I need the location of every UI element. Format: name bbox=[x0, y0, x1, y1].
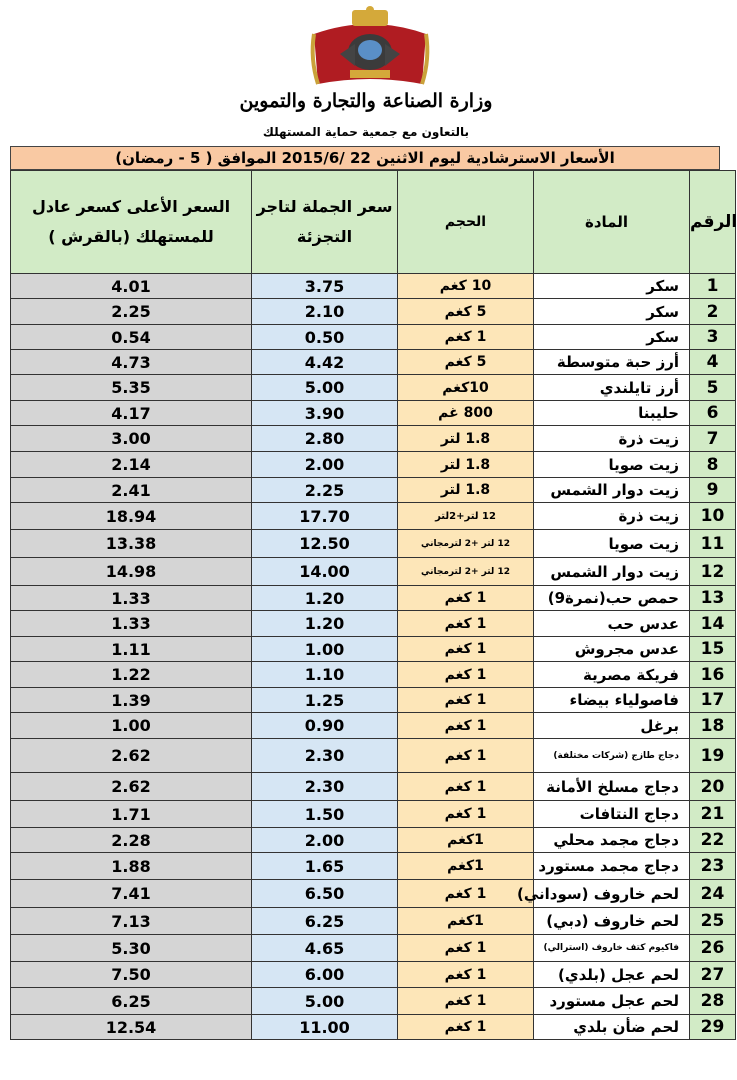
fair-price-cell: 1.00 bbox=[11, 713, 252, 739]
item-cell: دجاج مسلخ الأمانة bbox=[534, 773, 690, 801]
fair-price-cell: 1.71 bbox=[11, 801, 252, 828]
item-cell: عدس مجروش bbox=[534, 637, 690, 662]
wholesale-price-cell: 5.00 bbox=[252, 375, 398, 401]
table-row bbox=[11, 1015, 736, 1040]
table-row bbox=[11, 530, 736, 558]
item-cell: دجاج مجمد محلي bbox=[534, 828, 690, 853]
wholesale-price-cell: 6.25 bbox=[252, 908, 398, 935]
size-cell: 1 كغم bbox=[398, 688, 534, 713]
wholesale-price-cell: 1.20 bbox=[252, 611, 398, 637]
fair-price-cell: 2.41 bbox=[11, 478, 252, 503]
item-cell: لحم عجل مستورد bbox=[534, 988, 690, 1015]
fair-price-cell: 4.73 bbox=[11, 350, 252, 375]
table-row bbox=[11, 962, 736, 988]
price-table bbox=[10, 170, 736, 1040]
date-banner: الأسعار الاسترشادية ليوم الاثنين 22 /2015/6 الموافق ( 5 - رمضان) bbox=[10, 146, 720, 170]
size-cell: 1.8 لتر bbox=[398, 452, 534, 478]
wholesale-price-cell: 2.25 bbox=[252, 478, 398, 503]
size-cell: 1 كغم bbox=[398, 586, 534, 611]
table-row bbox=[11, 611, 736, 637]
header-number: الرقم bbox=[690, 171, 736, 274]
item-cell: لحم ضأن بلدي bbox=[534, 1015, 690, 1040]
item-cell: فاكيوم كتف خاروف (استرالي) bbox=[534, 935, 690, 962]
ministry-title: وزارة الصناعة والتجارة والتموين bbox=[239, 90, 493, 112]
coat-of-arms-emblem bbox=[300, 4, 440, 88]
table-row bbox=[11, 662, 736, 688]
size-cell: 12 لتر +2 لترمجاني bbox=[398, 558, 534, 586]
table-row bbox=[11, 988, 736, 1015]
fair-price-cell: 14.98 bbox=[11, 558, 252, 586]
fair-price-cell: 13.38 bbox=[11, 530, 252, 558]
row-number-cell: 28 bbox=[690, 988, 736, 1015]
item-cell: سكر bbox=[534, 299, 690, 325]
row-number-cell: 17 bbox=[690, 688, 736, 713]
row-number-cell: 10 bbox=[690, 503, 736, 530]
table-row bbox=[11, 935, 736, 962]
table-row bbox=[11, 739, 736, 773]
table-row bbox=[11, 325, 736, 350]
fair-price-cell: 18.94 bbox=[11, 503, 252, 530]
item-cell: زيت ذرة bbox=[534, 426, 690, 452]
wholesale-price-cell: 2.00 bbox=[252, 452, 398, 478]
fair-price-cell: 2.28 bbox=[11, 828, 252, 853]
table-row bbox=[11, 426, 736, 452]
size-cell: 1 كغم bbox=[398, 801, 534, 828]
row-number-cell: 23 bbox=[690, 853, 736, 880]
table-row bbox=[11, 401, 736, 426]
row-number-cell: 8 bbox=[690, 452, 736, 478]
size-cell: 1 كغم bbox=[398, 713, 534, 739]
size-cell: 5 كغم bbox=[398, 299, 534, 325]
row-number-cell: 29 bbox=[690, 1015, 736, 1040]
fair-price-cell: 1.33 bbox=[11, 611, 252, 637]
fair-price-cell: 12.54 bbox=[11, 1015, 252, 1040]
wholesale-price-cell: 6.50 bbox=[252, 880, 398, 908]
item-cell: زيت دوار الشمس bbox=[534, 558, 690, 586]
table-row bbox=[11, 853, 736, 880]
table-row bbox=[11, 452, 736, 478]
wholesale-price-cell: 3.75 bbox=[252, 274, 398, 299]
table-row bbox=[11, 908, 736, 935]
row-number-cell: 25 bbox=[690, 908, 736, 935]
header-item: المادة bbox=[534, 171, 690, 274]
size-cell: 1 كغم bbox=[398, 880, 534, 908]
item-cell: أرز حبة متوسطة bbox=[534, 350, 690, 375]
table-row bbox=[11, 375, 736, 401]
size-cell: 1 كغم bbox=[398, 739, 534, 773]
size-cell: 800 غم bbox=[398, 401, 534, 426]
item-cell: سكر bbox=[534, 274, 690, 299]
size-cell: 1كغم bbox=[398, 908, 534, 935]
size-cell: 1 كغم bbox=[398, 611, 534, 637]
row-number-cell: 21 bbox=[690, 801, 736, 828]
wholesale-price-cell: 2.00 bbox=[252, 828, 398, 853]
table-row bbox=[11, 503, 736, 530]
item-cell: زيت دوار الشمس bbox=[534, 478, 690, 503]
fair-price-cell: 1.39 bbox=[11, 688, 252, 713]
table-row bbox=[11, 478, 736, 503]
wholesale-price-cell: 1.20 bbox=[252, 586, 398, 611]
wholesale-price-cell: 2.30 bbox=[252, 773, 398, 801]
row-number-cell: 6 bbox=[690, 401, 736, 426]
fair-price-cell: 5.35 bbox=[11, 375, 252, 401]
wholesale-price-cell: 17.70 bbox=[252, 503, 398, 530]
table-row bbox=[11, 637, 736, 662]
size-cell: 1 كغم bbox=[398, 325, 534, 350]
item-cell: لحم خاروف (سوداني) bbox=[534, 880, 690, 908]
table-row bbox=[11, 274, 736, 299]
row-number-cell: 7 bbox=[690, 426, 736, 452]
wholesale-price-cell: 0.90 bbox=[252, 713, 398, 739]
wholesale-price-cell: 1.10 bbox=[252, 662, 398, 688]
row-number-cell: 19 bbox=[690, 739, 736, 773]
wholesale-price-cell: 1.50 bbox=[252, 801, 398, 828]
wholesale-price-cell: 2.10 bbox=[252, 299, 398, 325]
fair-price-cell: 4.17 bbox=[11, 401, 252, 426]
header-fair-price: السعر الأعلى كسعر عادل للمستهلك (بالقرش ) bbox=[11, 171, 252, 274]
table-row bbox=[11, 801, 736, 828]
item-cell: أرز تايلندي bbox=[534, 375, 690, 401]
row-number-cell: 22 bbox=[690, 828, 736, 853]
row-number-cell: 14 bbox=[690, 611, 736, 637]
item-cell: دجاج طازج (شركات مختلفة) bbox=[534, 739, 690, 773]
row-number-cell: 27 bbox=[690, 962, 736, 988]
row-number-cell: 2 bbox=[690, 299, 736, 325]
row-number-cell: 18 bbox=[690, 713, 736, 739]
fair-price-cell: 2.14 bbox=[11, 452, 252, 478]
size-cell: 10كغم bbox=[398, 375, 534, 401]
row-number-cell: 16 bbox=[690, 662, 736, 688]
wholesale-price-cell: 6.00 bbox=[252, 962, 398, 988]
row-number-cell: 20 bbox=[690, 773, 736, 801]
table-row bbox=[11, 586, 736, 611]
item-cell: زيت صويا bbox=[534, 452, 690, 478]
size-cell: 1 كغم bbox=[398, 773, 534, 801]
item-cell: حمص حب(نمرة9) bbox=[534, 586, 690, 611]
item-cell: حليبنا bbox=[534, 401, 690, 426]
fair-price-cell: 7.41 bbox=[11, 880, 252, 908]
size-cell: 1كغم bbox=[398, 828, 534, 853]
wholesale-price-cell: 12.50 bbox=[252, 530, 398, 558]
table-row bbox=[11, 880, 736, 908]
table-header-row bbox=[11, 171, 736, 274]
wholesale-price-cell: 4.65 bbox=[252, 935, 398, 962]
row-number-cell: 24 bbox=[690, 880, 736, 908]
wholesale-price-cell: 1.00 bbox=[252, 637, 398, 662]
item-cell: لحم خاروف (دبي) bbox=[534, 908, 690, 935]
wholesale-price-cell: 5.00 bbox=[252, 988, 398, 1015]
wholesale-price-cell: 2.80 bbox=[252, 426, 398, 452]
size-cell: 12 لتر+2لتر bbox=[398, 503, 534, 530]
fair-price-cell: 1.11 bbox=[11, 637, 252, 662]
wholesale-price-cell: 1.65 bbox=[252, 853, 398, 880]
cooperation-subtitle: بالتعاون مع جمعية حماية المستهلك bbox=[262, 125, 470, 139]
size-cell: 1 كغم bbox=[398, 988, 534, 1015]
row-number-cell: 1 bbox=[690, 274, 736, 299]
table-row bbox=[11, 688, 736, 713]
size-cell: 10 كغم bbox=[398, 274, 534, 299]
row-number-cell: 3 bbox=[690, 325, 736, 350]
wholesale-price-cell: 1.25 bbox=[252, 688, 398, 713]
size-cell: 1.8 لتر bbox=[398, 426, 534, 452]
size-cell: 1 كغم bbox=[398, 662, 534, 688]
table-row bbox=[11, 350, 736, 375]
item-cell: زيت صويا bbox=[534, 530, 690, 558]
row-number-cell: 5 bbox=[690, 375, 736, 401]
row-number-cell: 26 bbox=[690, 935, 736, 962]
item-cell: برغل bbox=[534, 713, 690, 739]
fair-price-cell: 2.62 bbox=[11, 773, 252, 801]
wholesale-price-cell: 14.00 bbox=[252, 558, 398, 586]
table-row bbox=[11, 713, 736, 739]
size-cell: 1كغم bbox=[398, 853, 534, 880]
header-size: الحجم bbox=[398, 171, 534, 274]
table-row bbox=[11, 828, 736, 853]
wholesale-price-cell: 0.50 bbox=[252, 325, 398, 350]
fair-price-cell: 1.22 bbox=[11, 662, 252, 688]
item-cell: لحم عجل (بلدي) bbox=[534, 962, 690, 988]
item-cell: سكر bbox=[534, 325, 690, 350]
size-cell: 1 كغم bbox=[398, 1015, 534, 1040]
fair-price-cell: 2.25 bbox=[11, 299, 252, 325]
row-number-cell: 15 bbox=[690, 637, 736, 662]
fair-price-cell: 4.01 bbox=[11, 274, 252, 299]
header-wholesale-price: سعر الجملة لتاجر التجزئة bbox=[252, 171, 398, 274]
size-cell: 1 كغم bbox=[398, 637, 534, 662]
table-row bbox=[11, 773, 736, 801]
fair-price-cell: 6.25 bbox=[11, 988, 252, 1015]
wholesale-price-cell: 2.30 bbox=[252, 739, 398, 773]
item-cell: زيت ذرة bbox=[534, 503, 690, 530]
fair-price-cell: 1.33 bbox=[11, 586, 252, 611]
size-cell: 1 كغم bbox=[398, 962, 534, 988]
size-cell: 1 كغم bbox=[398, 935, 534, 962]
fair-price-cell: 3.00 bbox=[11, 426, 252, 452]
wholesale-price-cell: 3.90 bbox=[252, 401, 398, 426]
row-number-cell: 9 bbox=[690, 478, 736, 503]
table-row bbox=[11, 299, 736, 325]
item-cell: دجاج مجمد مستورد bbox=[534, 853, 690, 880]
item-cell: فريكة مصرية bbox=[534, 662, 690, 688]
item-cell: دجاج النتافات bbox=[534, 801, 690, 828]
size-cell: 1.8 لتر bbox=[398, 478, 534, 503]
row-number-cell: 13 bbox=[690, 586, 736, 611]
size-cell: 12 لتر +2 لترمجاني bbox=[398, 530, 534, 558]
wholesale-price-cell: 11.00 bbox=[252, 1015, 398, 1040]
fair-price-cell: 0.54 bbox=[11, 325, 252, 350]
fair-price-cell: 5.30 bbox=[11, 935, 252, 962]
fair-price-cell: 2.62 bbox=[11, 739, 252, 773]
row-number-cell: 12 bbox=[690, 558, 736, 586]
fair-price-cell: 1.88 bbox=[11, 853, 252, 880]
row-number-cell: 4 bbox=[690, 350, 736, 375]
row-number-cell: 11 bbox=[690, 530, 736, 558]
size-cell: 5 كغم bbox=[398, 350, 534, 375]
fair-price-cell: 7.13 bbox=[11, 908, 252, 935]
table-row bbox=[11, 558, 736, 586]
fair-price-cell: 7.50 bbox=[11, 962, 252, 988]
wholesale-price-cell: 4.42 bbox=[252, 350, 398, 375]
item-cell: عدس حب bbox=[534, 611, 690, 637]
item-cell: فاصولياء بيضاء bbox=[534, 688, 690, 713]
